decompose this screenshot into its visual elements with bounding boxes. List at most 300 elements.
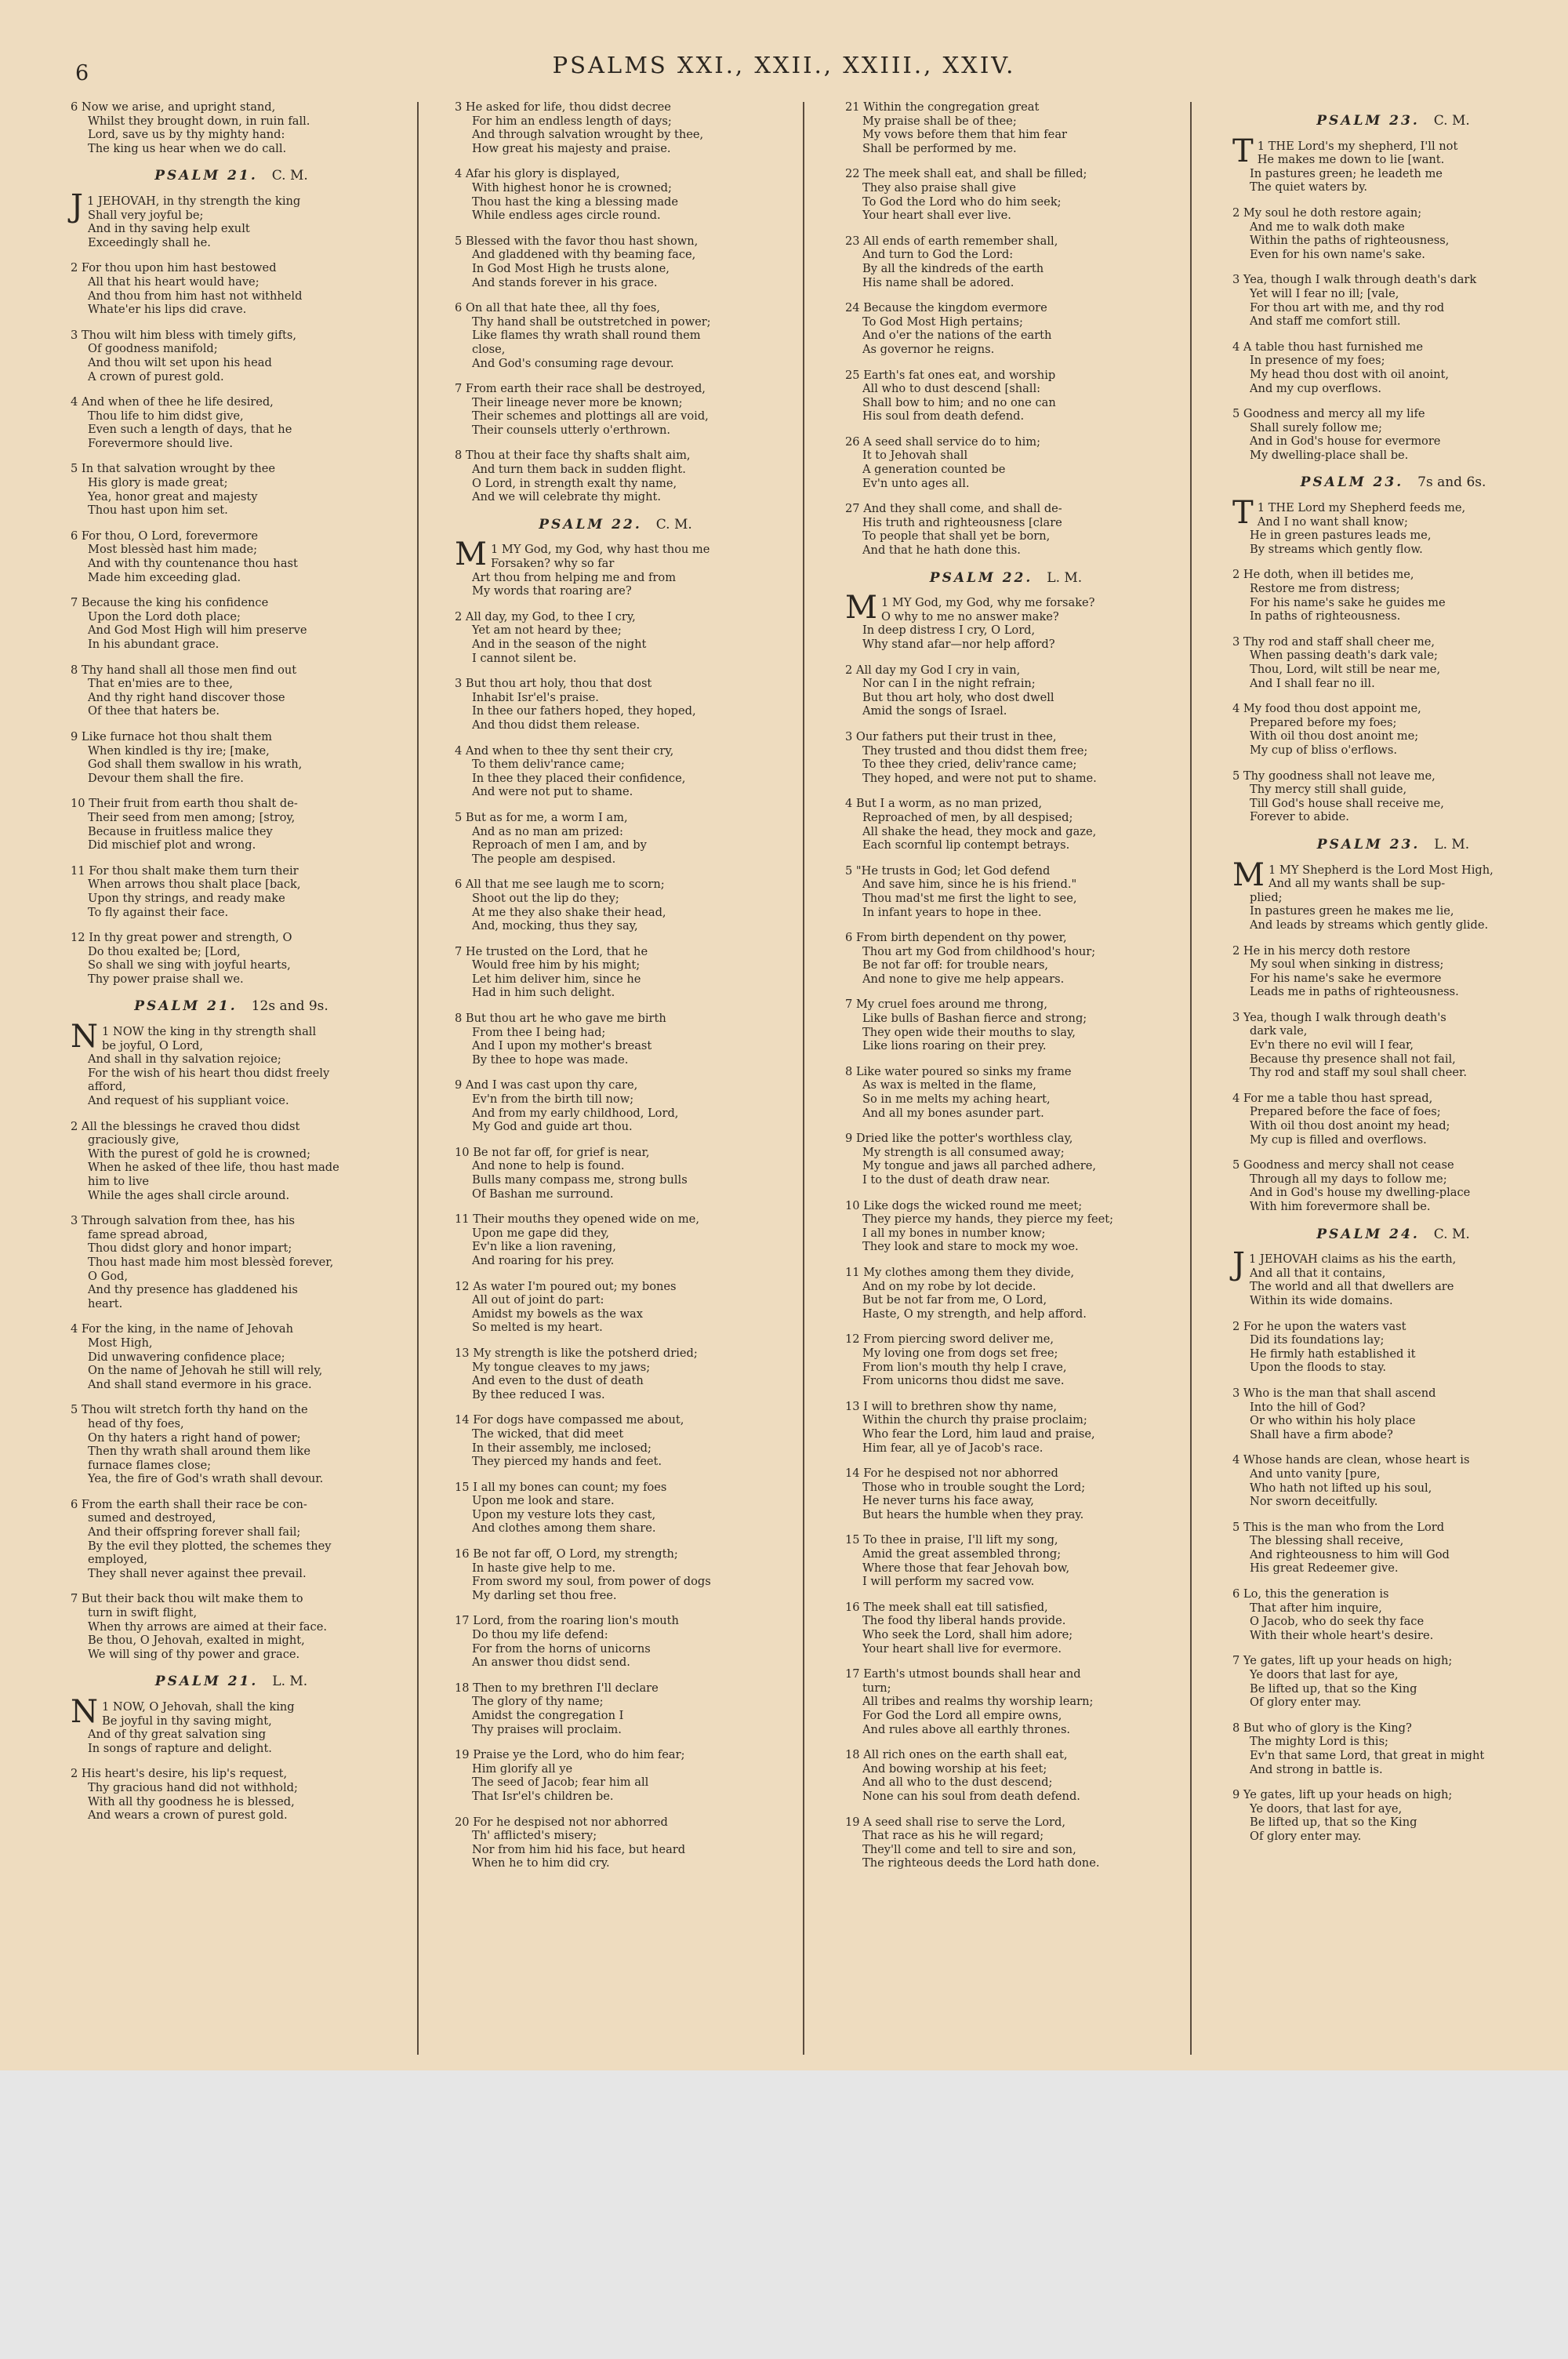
verse-line: 5 In that salvation wrought by thee: [71, 462, 276, 476]
verse-line: 10 Their fruit from earth thou shalt de-: [71, 797, 298, 811]
verse-line: 1 THE Lord's my shepherd, I'll not: [1257, 139, 1458, 153]
verse-line: Did unwavering confidence place;: [88, 1350, 285, 1364]
verse-line: And through salvation wrought by thee,: [472, 128, 704, 142]
verse-line: They pierced my hands and feet.: [472, 1455, 662, 1469]
stanza: [455, 1212, 776, 1267]
verse-line: In deep distress I cry, O Lord,: [862, 623, 1036, 638]
verse-line: By thee to hope was made.: [472, 1052, 629, 1067]
verse-line: 2 All day, my God, to thee I cry,: [455, 609, 636, 623]
verse-line: 19 Praise ye the Lord, who do him fear;: [455, 1748, 685, 1762]
psalm-title: PSALM 22.: [929, 569, 1033, 586]
stanza: [1232, 944, 1554, 999]
verse-line: Upon the Lord doth place;: [88, 609, 241, 623]
verse-line: Even such a length of days, that he: [88, 423, 292, 437]
verse-line: 11 Their mouths they opened wide on me,: [455, 1212, 699, 1227]
stanza: [71, 1592, 392, 1661]
stanza: [455, 1012, 776, 1067]
stanza: [71, 931, 392, 986]
verse-line: 15 To thee in praise, I'll lift my song,: [845, 1533, 1058, 1547]
verse-line: When kindled is thy ire; [make,: [88, 743, 270, 758]
stanza: [1232, 206, 1554, 261]
stanza: [71, 1498, 392, 1581]
verse-line: 4 Afar his glory is displayed,: [455, 167, 620, 181]
verse-line: And I no want shall know;: [1257, 514, 1408, 529]
stanza: [1232, 495, 1554, 556]
column-4: [1232, 100, 1554, 1856]
verse-line: His glory is made great;: [88, 476, 228, 490]
verse-line: And we will celebrate thy might.: [472, 490, 661, 504]
verse-line: Ye doors that last for aye,: [1250, 1668, 1399, 1682]
verse-line: For his name's sake he evermore: [1250, 971, 1442, 985]
stanza: [1232, 769, 1554, 824]
verse-line: And request of his suppliant voice.: [88, 1094, 289, 1108]
verse-line: turn in swift flight,: [88, 1606, 198, 1620]
verse-line: Like flames thy wrath shall round them: [472, 329, 701, 343]
stanza: [845, 864, 1167, 919]
psalm-heading: [71, 169, 392, 184]
verse-line: How great his majesty and praise.: [472, 141, 671, 155]
stanza: [455, 1280, 776, 1335]
verse-line: Thou hast the king a blessing made: [472, 194, 679, 209]
verse-line: The people am despised.: [472, 852, 616, 866]
verse-line: And roaring for his prey.: [472, 1253, 615, 1267]
psalm-title: PSALM 24.: [1316, 1226, 1420, 1242]
verse-line: And unto vanity [pure,: [1250, 1467, 1381, 1481]
verse-line: sumed and destroyed,: [88, 1511, 216, 1525]
verse-line: Shall bow to him; and no one can: [862, 395, 1056, 409]
verse-line: 7 Because the king his confidence: [71, 596, 269, 610]
stanza: [1232, 1387, 1554, 1441]
stanza: [455, 744, 776, 799]
verse-line: And all that it contains,: [1250, 1266, 1386, 1280]
verse-line: Each scornful lip contempt betrays.: [862, 838, 1070, 852]
verse-line: Upon me gape did they,: [472, 1226, 610, 1240]
verse-line: The wicked, that did meet: [472, 1427, 624, 1441]
psalm-title: PSALM 21.: [154, 1674, 259, 1690]
verse-line: And that he hath done this.: [862, 543, 1021, 558]
verse-line: Yet am not heard by thee;: [472, 623, 622, 638]
verse-line: His name shall be adored.: [862, 275, 1014, 289]
verse-line: Forever to abide.: [1250, 810, 1349, 824]
verse-line: 25 Earth's fat ones eat, and worship: [845, 368, 1056, 382]
verse-line: With oil thou dost anoint me;: [1250, 729, 1419, 743]
stanza: [71, 529, 392, 584]
psalm-title: PSALM 22.: [539, 516, 642, 533]
verse-line: At me they also shake their head,: [472, 905, 666, 919]
column-rule: [803, 102, 804, 2055]
stanza: [71, 663, 392, 718]
verse-line: 7 From earth their race shall be destroyed,: [455, 382, 706, 396]
verse-line: 6 Now we arise, and upright stand,: [71, 100, 276, 114]
verse-line: O Jacob, who do seek thy face: [1250, 1615, 1425, 1629]
verse-line: Amid the great assembled throng;: [862, 1547, 1062, 1561]
verse-line: Ev'n that same Lord, that great in might: [1250, 1749, 1485, 1762]
verse-line: Thou didst glory and honor impart;: [88, 1241, 292, 1256]
verse-line: 10 Be not far off, for grief is near,: [455, 1145, 650, 1159]
psalm-meter: C. M.: [1433, 113, 1470, 129]
verse-line: Or who within his holy place: [1250, 1414, 1416, 1428]
verse-line: The blessing shall receive,: [1250, 1534, 1404, 1548]
verse-line: 2 He in his mercy doth restore: [1232, 943, 1410, 958]
verse-line: Ev'n there no evil will I fear,: [1250, 1038, 1414, 1052]
verse-line: Ev'n from the birth till now;: [472, 1092, 634, 1107]
verse-line: Shall have a firm abode?: [1250, 1427, 1393, 1441]
stanza: [1232, 1587, 1554, 1642]
verse-line: And none to give me help appears.: [862, 972, 1065, 986]
stanza: [455, 1413, 776, 1468]
verse-line: To them deliv'rance came;: [472, 758, 625, 772]
verse-line: Reproach of men I am, and by: [472, 838, 647, 852]
verse-line: And of thy great salvation sing: [88, 1728, 267, 1742]
verse-line: 18 Then to my brethren I'll declare: [455, 1681, 659, 1695]
verse-line: Your heart shall ever live.: [862, 209, 1011, 223]
psalm-meter: L. M.: [1434, 836, 1470, 852]
stanza: [455, 1146, 776, 1201]
verse-line: 15 I all my bones can count; my foes: [455, 1480, 667, 1494]
verse-line: 4 But I a worm, as no man prized,: [845, 797, 1043, 811]
verse-line: Would free him by his might;: [472, 958, 641, 972]
verse-line: 5 Blessed with the favor thou hast shown,: [455, 234, 699, 248]
verse-line: Most High,: [88, 1336, 153, 1350]
verse-line: In thee our fathers hoped, they hoped,: [472, 704, 696, 718]
stanza: [71, 1767, 392, 1822]
stanza: [845, 435, 1167, 490]
verse-line: 13 My strength is like the potsherd dried;: [455, 1346, 698, 1360]
verse-line: Th' afflicted's misery;: [472, 1829, 597, 1843]
verse-line: Be lifted up, that so the King: [1250, 1681, 1417, 1696]
verse-line: My loving one from dogs set free;: [862, 1346, 1058, 1360]
verse-line: My vows before them that him fear: [862, 128, 1067, 142]
verse-line: 5 "He trusts in God; let God defend: [845, 863, 1051, 878]
verse-line: The quiet waters by.: [1250, 180, 1368, 194]
verse-line: Their seed from men among; [stroy,: [88, 810, 296, 824]
verse-line: 9 And I was cast upon thy care,: [455, 1078, 638, 1092]
verse-line: All tribes and realms thy worship learn;: [862, 1695, 1094, 1709]
verse-line: graciously give,: [88, 1133, 180, 1147]
verse-line: All that his heart would have;: [88, 274, 260, 289]
verse-line: From lion's mouth thy help I crave,: [862, 1360, 1067, 1374]
verse-line: 1 MY God, my God, why hast thou me: [490, 543, 710, 557]
verse-line: 11 For thou shalt make them turn their: [71, 863, 299, 878]
verse-line: Whate'er his lips did crave.: [88, 303, 247, 317]
verse-line: And leads by streams which gently glide.: [1250, 918, 1489, 932]
stanza: [1232, 568, 1554, 623]
verse-line: Thou, Lord, wilt still be near me,: [1250, 663, 1441, 676]
verse-line: 16 Be not far off, O Lord, my strength;: [455, 1547, 678, 1561]
verse-line: 3 Who is the man that shall ascend: [1232, 1386, 1436, 1400]
verse-line: 5 But as for me, a worm I am,: [455, 810, 628, 824]
verse-line: 9 Ye gates, lift up your heads on high;: [1232, 1788, 1453, 1802]
verse-line: From unicorns thou didst me save.: [862, 1374, 1065, 1388]
stanza: [455, 878, 776, 932]
verse-line: Of glory enter may.: [1250, 1829, 1362, 1843]
verse-line: God shall them swallow in his wrath,: [88, 758, 303, 772]
verse-line: Thy gracious hand did not withhold;: [88, 1780, 298, 1794]
psalm-meter: C. M.: [271, 168, 308, 184]
psalm-heading: [1232, 476, 1554, 490]
verse-line: 2 For thou upon him hast bestowed: [71, 261, 277, 275]
verse-line: To fly against their face.: [88, 905, 229, 919]
verse-line: The food thy liberal hands provide.: [862, 1614, 1066, 1628]
verse-line: 1 JEHOVAH, in thy strength the king: [87, 194, 301, 208]
verse-line: My tongue and jaws all parched adhere,: [862, 1159, 1097, 1173]
verse-line: For thou art with me, and thy rod: [1250, 300, 1445, 314]
drop-cap: N: [71, 1019, 98, 1056]
verse-line: And God Most High will him preserve: [88, 623, 307, 638]
verse-line: And shall in thy salvation rejoice;: [88, 1052, 281, 1067]
verse-line: On thy haters a right hand of power;: [88, 1430, 301, 1445]
verse-line: An answer thou didst send.: [472, 1656, 630, 1670]
verse-line: On the name of Jehovah he still will rely,: [88, 1364, 323, 1378]
verse-line: For from the horns of unicorns: [472, 1641, 651, 1656]
stanza: [455, 1347, 776, 1401]
verse-line: The righteous deeds the Lord hath done.: [862, 1856, 1100, 1870]
verse-line: 8 But thou art he who gave me birth: [455, 1012, 666, 1026]
verse-line: My tongue cleaves to my jaws;: [472, 1360, 651, 1374]
stanza: [845, 998, 1167, 1052]
verse-line: Then thy wrath shall around them like: [88, 1445, 311, 1459]
verse-line: Haste, O my strength, and help afford.: [862, 1307, 1087, 1321]
stanza: [845, 502, 1167, 557]
verse-line: 26 A seed shall service do to him;: [845, 434, 1041, 449]
verse-line: And all my wants shall be sup-: [1268, 877, 1446, 891]
verse-line: 4 A table thou hast furnished me: [1232, 340, 1423, 354]
verse-line: Thou hast upon him set.: [88, 503, 228, 518]
verse-line: Yet will I fear no ill; [vale,: [1250, 286, 1399, 300]
verse-line: Had in him such delight.: [472, 986, 615, 1000]
verse-line: That after him inquire,: [1250, 1601, 1382, 1615]
verse-line: He makes me down to lie [want.: [1257, 153, 1445, 167]
verse-line: My darling set thou free.: [472, 1588, 617, 1602]
verse-line: My cup of bliss o'erflows.: [1250, 743, 1398, 757]
stanza: [1232, 1453, 1554, 1508]
verse-line: 2 For he upon the waters vast: [1232, 1319, 1406, 1333]
verse-line: And me to walk doth make: [1250, 220, 1405, 234]
stanza: [845, 1266, 1167, 1321]
verse-line: 7 Ye gates, lift up your heads on high;: [1232, 1654, 1453, 1668]
stanza: [845, 663, 1167, 718]
verse-line: All out of joint do part:: [472, 1293, 604, 1307]
verse-line: They pierce my hands, they pierce my feet;: [862, 1212, 1114, 1227]
verse-line: Because thy presence shall not fail,: [1250, 1052, 1456, 1066]
verse-line: Amid the songs of Israel.: [862, 704, 1007, 718]
verse-line: 4 And when to thee thy sent their cry,: [455, 743, 674, 758]
verse-line: And from my early childhood, Lord,: [472, 1106, 679, 1120]
verse-line: 17 Earth's utmost bounds shall hear and: [845, 1667, 1081, 1681]
verse-line: Their lineage never more be known;: [472, 395, 683, 409]
verse-line: In songs of rapture and delight.: [88, 1741, 272, 1755]
stanza: [845, 1332, 1167, 1387]
verse-line: When passing death's dark vale;: [1250, 649, 1438, 663]
verse-line: And with thy countenance thou hast: [88, 557, 298, 571]
verse-line: Lord, save us by thy mighty hand:: [88, 128, 285, 142]
stanza: [71, 730, 392, 785]
verse-line: And clothes among them share.: [472, 1521, 656, 1536]
verse-line: Ev'n like a lion ravening,: [472, 1240, 616, 1254]
verse-line: Your heart shall live for evermore.: [862, 1641, 1062, 1656]
verse-line: 7 My cruel foes around me throng,: [845, 998, 1047, 1012]
verse-line: My head thou dost with oil anoint,: [1250, 367, 1450, 381]
verse-line: Their counsels utterly o'erthrown.: [472, 423, 670, 437]
stanza: [455, 811, 776, 866]
verse-line: Within the church thy praise proclaim;: [862, 1413, 1087, 1427]
verse-line: Him glorify all ye: [472, 1761, 573, 1776]
verse-line: He never turns his face away,: [862, 1494, 1034, 1508]
verse-line: Of goodness manifold;: [88, 342, 218, 356]
stanza: [845, 797, 1167, 852]
stanza: [455, 449, 776, 503]
verse-line: And all my bones asunder part.: [862, 1106, 1044, 1120]
psalm-heading: [1232, 114, 1554, 129]
verse-line: 18 All rich ones on the earth shall eat,: [845, 1748, 1068, 1762]
verse-line: The seed of Jacob; fear him all: [472, 1776, 649, 1790]
verse-line: Like bulls of Bashan fierce and strong;: [862, 1012, 1087, 1026]
verse-line: fame spread abroad,: [88, 1227, 208, 1241]
verse-line: For the wish of his heart thou didst freely: [88, 1066, 330, 1080]
verse-line: 6 From the earth shall their race be con-: [71, 1497, 307, 1511]
verse-line: Who seek the Lord, shall him adore;: [862, 1628, 1073, 1642]
stanza: [455, 234, 776, 289]
stanza: [1232, 1092, 1554, 1147]
stanza: [455, 1078, 776, 1133]
stanza: [1232, 273, 1554, 328]
verse-line: 1 JEHOVAH claims as his the earth,: [1249, 1252, 1457, 1267]
psalm-heading: [71, 1675, 392, 1689]
verse-line: 4 And when of thee he life desired,: [71, 395, 274, 409]
verse-line: Ev'n unto ages all.: [862, 476, 970, 490]
stanza: [71, 395, 392, 450]
stanza: [71, 1120, 392, 1203]
verse-line: And God's consuming rage devour.: [472, 356, 674, 370]
psalm-meter: C. M.: [655, 516, 692, 533]
verse-line: To God Most High pertains;: [862, 314, 1023, 329]
verse-line: Be thou, O Jehovah, exalted in might,: [88, 1634, 305, 1648]
verse-line: And on my robe by lot decide.: [862, 1279, 1036, 1293]
verse-line: Thy mercy still shall guide,: [1250, 783, 1407, 797]
stanza: [845, 301, 1167, 356]
verse-line: And strong in battle is.: [1250, 1762, 1383, 1776]
stanza: [1232, 1246, 1554, 1307]
verse-line: By thee reduced I was.: [472, 1387, 605, 1401]
verse-line: Prepared before my foes;: [1250, 715, 1397, 729]
verse-line: And as no man am prized:: [472, 824, 623, 838]
column-3: [845, 100, 1167, 1882]
verse-line: 5 Thou wilt stretch forth thy hand on the: [71, 1403, 308, 1417]
verse-line: 7 But their back thou wilt make them to: [71, 1592, 303, 1606]
verse-line: For him an endless length of days;: [472, 114, 672, 128]
verse-line: 4 My food thou dost appoint me,: [1232, 702, 1421, 716]
verse-line: As governor he reigns.: [862, 342, 995, 356]
verse-line: Amidst my bowels as the wax: [472, 1307, 643, 1321]
verse-line: And turn to God the Lord:: [862, 248, 1014, 262]
verse-line: Inhabit Isr'el's praise.: [472, 690, 599, 704]
verse-line: When he to him did cry.: [472, 1856, 610, 1870]
verse-line: 19 A seed shall rise to serve the Lord,: [845, 1815, 1065, 1829]
verse-line: They also praise shall give: [862, 180, 1016, 194]
verse-line: But hears the humble when they pray.: [862, 1507, 1084, 1521]
verse-line: 12 As water I'm poured out; my bones: [455, 1279, 677, 1293]
verse-line: 5 Goodness and mercy all my life: [1232, 407, 1425, 421]
verse-line: That Isr'el's children be.: [472, 1789, 614, 1803]
verse-line: To people that shall yet be born,: [862, 529, 1051, 543]
verse-line: Do thou my life defend:: [472, 1628, 608, 1642]
verse-line: 8 Thy hand shall all those men find out: [71, 663, 297, 677]
verse-line: 3 But thou art holy, thou that dost: [455, 677, 652, 691]
verse-line: Through all my days to follow me;: [1250, 1172, 1447, 1186]
stanza: [1232, 1521, 1554, 1576]
verse-line: And thou didst them release.: [472, 718, 641, 732]
verse-line: 16 The meek shall eat till satisfied,: [845, 1600, 1048, 1614]
verse-line: In pastures green he makes me lie,: [1250, 904, 1454, 918]
verse-line: Thy hand shall be outstretched in power;: [472, 314, 711, 329]
verse-line: 23 All ends of earth remember shall,: [845, 234, 1058, 248]
verse-line: Forevermore should live.: [88, 436, 234, 450]
verse-line: Till God's house shall receive me,: [1250, 796, 1444, 810]
background-surface: [0, 2070, 1568, 2359]
page-number: 6: [75, 61, 89, 85]
stanza: [845, 1400, 1167, 1455]
verse-line: Nor from him hid his face, but heard: [472, 1842, 686, 1856]
verse-line: And stands forever in his grace.: [472, 275, 658, 289]
verse-line: head of thy foes,: [88, 1416, 184, 1430]
verse-line: 1 THE Lord my Shepherd feeds me,: [1257, 501, 1466, 515]
verse-line: 13 I will to brethren show thy name,: [845, 1399, 1058, 1413]
verse-line: And shall stand evermore in his grace.: [88, 1377, 312, 1391]
verse-line: We will sing of thy power and grace.: [88, 1647, 300, 1661]
verse-line: For his name's sake he guides me: [1250, 595, 1446, 609]
verse-line: The king us hear when we do call.: [88, 141, 287, 155]
verse-line: His soul from death defend.: [862, 409, 1025, 423]
stanza: [71, 1214, 392, 1310]
verse-line: close,: [472, 342, 506, 356]
verse-line: And rules above all earthly thrones.: [862, 1722, 1071, 1736]
verse-line: Amidst the congregation I: [472, 1709, 624, 1722]
verse-line: In presence of my foes;: [1250, 354, 1385, 368]
drop-cap: M: [1232, 856, 1265, 893]
verse-line: And thy presence has gladdened his: [88, 1283, 298, 1297]
stanza: [845, 1667, 1167, 1736]
verse-line: In thee they placed their confidence,: [472, 771, 686, 785]
psalm-heading: [455, 518, 776, 533]
verse-line: 3 Through salvation from thee, has his: [71, 1214, 295, 1228]
psalm-title: PSALM 23.: [1316, 113, 1420, 129]
verse-line: So shall we sing with joyful hearts,: [88, 958, 291, 972]
verse-line: 3 Our fathers put their trust in thee,: [845, 729, 1057, 743]
verse-line: 2 He doth, when ill betides me,: [1232, 568, 1414, 582]
verse-line: Who hath not lifted up his soul,: [1250, 1481, 1432, 1495]
verse-line: The world and all that dwellers are: [1250, 1280, 1454, 1294]
verse-line: My God and guide art thou.: [472, 1120, 633, 1134]
verse-line: And in God's house my dwelling-place: [1250, 1186, 1471, 1200]
verse-line: The mighty Lord is this;: [1250, 1735, 1388, 1749]
verse-line: As wax is melted in the flame,: [862, 1078, 1036, 1092]
stanza: [1232, 856, 1554, 932]
verse-line: By the evil they plotted, the schemes they: [88, 1539, 332, 1553]
stanza: [455, 1481, 776, 1536]
column-rule: [1190, 102, 1192, 2055]
stanza: [1232, 635, 1554, 690]
verse-line: When arrows thou shalt place [back,: [88, 878, 301, 892]
verse-line: Yea, honor great and majesty: [88, 489, 258, 503]
verse-line: dark vale,: [1250, 1024, 1308, 1038]
verse-line: Those who in trouble sought the Lord;: [862, 1480, 1086, 1494]
stanza: [71, 1019, 392, 1108]
verse-line: He in green pastures leads me,: [1250, 529, 1432, 543]
verse-line: 2 My soul he doth restore again;: [1232, 205, 1422, 220]
verse-line: My dwelling-place shall be.: [1250, 448, 1409, 462]
verse-line: 6 For thou, O Lord, forevermore: [71, 529, 258, 543]
verse-line: 6 On all that hate thee, all thy foes,: [455, 301, 660, 315]
